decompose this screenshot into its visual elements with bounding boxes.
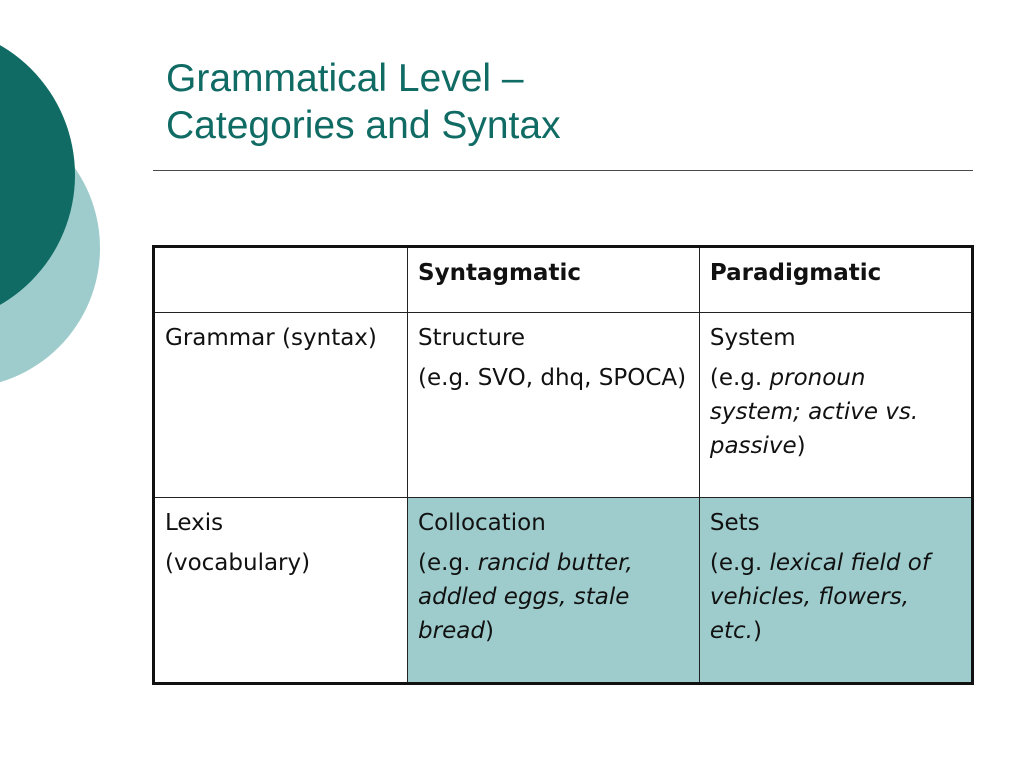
header-cell-empty xyxy=(154,247,408,313)
cell-example: (e.g. rancid butter, addled eggs, stale bread) xyxy=(418,550,633,644)
cell-term: Structure xyxy=(418,325,526,351)
cell-term: System xyxy=(709,325,796,351)
table-row xyxy=(154,498,973,684)
comparison-table xyxy=(152,245,974,685)
slide-title xyxy=(166,55,561,149)
table-header-row xyxy=(154,247,973,313)
cell-term: Sets xyxy=(709,510,760,536)
cell-term: Collocation xyxy=(418,510,546,536)
row-label-grammar: Grammar (syntax) xyxy=(154,313,408,498)
row-label-line-1: Lexis xyxy=(165,510,224,536)
cell-system xyxy=(699,313,972,498)
cell-collocation xyxy=(408,498,700,684)
cell-sets xyxy=(699,498,972,684)
slide-title-line-2: Categories and Syntax xyxy=(166,104,561,147)
cell-structure xyxy=(408,313,700,498)
table-row xyxy=(154,313,973,498)
cell-example: (e.g. SVO, dhq, SPOCA) xyxy=(418,365,687,391)
header-cell-paradigmatic: Paradigmatic xyxy=(699,247,972,313)
cell-example: (e.g. pronoun system; active vs. passive) xyxy=(709,365,919,459)
row-label-lexis xyxy=(154,498,408,684)
title-divider xyxy=(153,170,973,171)
cell-example: (e.g. lexical field of vehicles, flowers, etc.) xyxy=(709,550,930,644)
header-cell-syntagmatic: Syntagmatic xyxy=(408,247,700,313)
slide-title-line-1: Grammatical Level – xyxy=(166,57,524,100)
row-label-line-2: (vocabulary) xyxy=(165,550,311,576)
decorative-circles xyxy=(0,0,110,420)
